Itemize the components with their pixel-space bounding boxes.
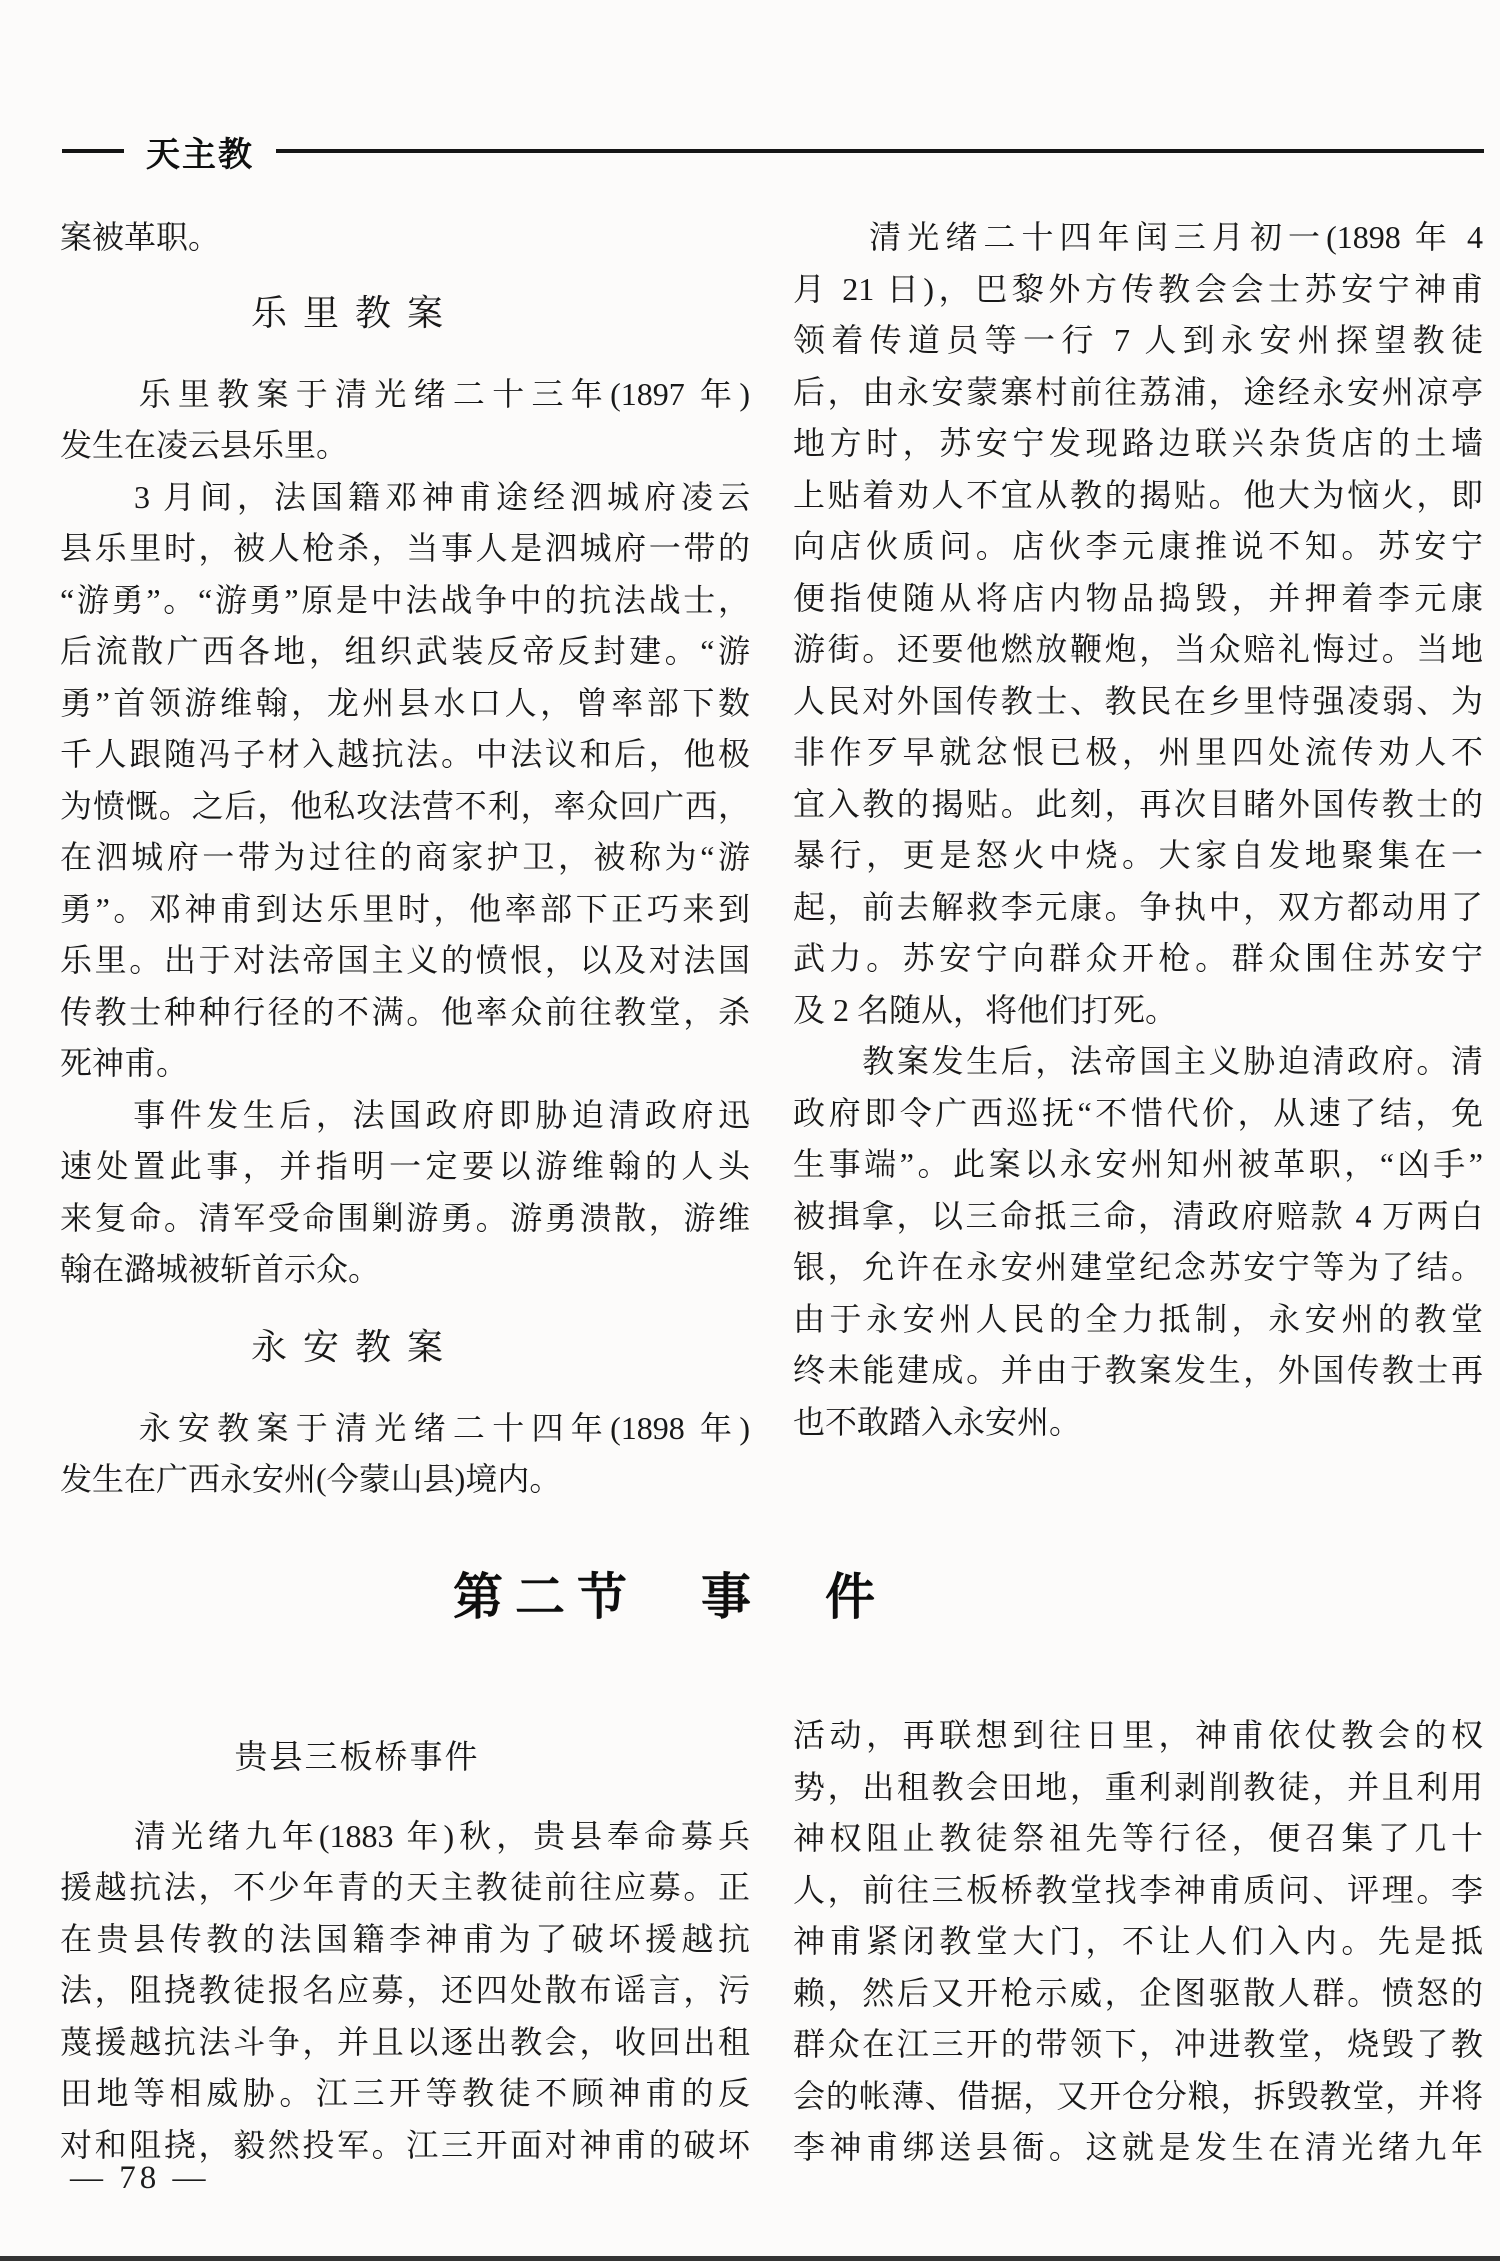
- text-line: 清光绪二十四年闰三月初一(1898 年 4: [793, 219, 1483, 255]
- text-line: 后，由永安蒙寨村前往荔浦，途经永安州凉亭: [793, 373, 1483, 410]
- text-line: 上贴着劝人不宜从教的揭贴。他大为恼火，即: [793, 476, 1483, 513]
- text-line: 县乐里时，被人枪杀，当事人是泗城府一带的: [60, 530, 750, 566]
- text-line: 在泗城府一带为过往的商家护卫，被称为“游: [60, 839, 750, 875]
- text-line: 乐里。出于对法帝国主义的愤恨，以及对法国: [60, 942, 750, 978]
- text-line: 会的帐薄、借据，又开仓分粮，拆毁教堂，并将: [793, 2077, 1483, 2114]
- text-line: 死神甫。: [60, 1045, 189, 1081]
- section-heading: 第二节 事 件: [453, 1569, 887, 1625]
- text-line: 案被革职。: [60, 219, 221, 255]
- text-line: 便指使随从将店内物品捣毁，并押着李元康: [793, 579, 1483, 616]
- scan-bottom-edge: [0, 2256, 1500, 2261]
- text-line: 勇”。邓神甫到达乐里时，他率部下正巧来到: [60, 890, 750, 927]
- text-line: 速处置此事，并指明一定要以游维翰的人头: [60, 1148, 750, 1184]
- text-line: 清光绪九年(1883 年)秋，贵县奉命募兵: [60, 1817, 750, 1854]
- header-rule: [276, 149, 1484, 153]
- text-line: 教案发生后，法帝国主义胁迫清政府。清: [793, 1043, 1483, 1079]
- text-line: 非作歹早就忿恨已极，州里四处流传劝人不: [793, 734, 1483, 770]
- text-line: 人民对外国传教士、教民在乡里恃强凌弱、为: [793, 682, 1483, 719]
- text-line: 法，阻挠教徒报名应募，还四处散布谣言，污: [60, 1972, 750, 2008]
- text-line: 由于永安州人民的全力抵制，永安州的教堂: [793, 1300, 1483, 1337]
- text-line: 发生在凌云县乐里。: [60, 427, 349, 463]
- bottom-right-column: [793, 1710, 1483, 2174]
- text-line: 暴行，更是怒火中烧。大家自发地聚集在一: [793, 837, 1483, 873]
- text-line: 政府即令广西巡抚“不惜代价，从速了结，免: [793, 1094, 1483, 1131]
- top-right-column: [793, 212, 1483, 1448]
- text-line: 事件发生后，法国政府即胁迫清政府迅: [60, 1096, 750, 1133]
- top-left-column: [60, 212, 750, 1506]
- bottom-left-column: [60, 1733, 750, 2171]
- text-line: 银，允许在永安州建堂纪念苏安宁等为了结。: [793, 1249, 1483, 1285]
- text-line: 神甫紧闭教堂大门，不让人们入内。先是抵: [793, 1923, 1483, 1959]
- heading-line: 永安教案: [250, 1326, 459, 1367]
- text-line: 发生在广西永安州(今蒙山县)境内。: [60, 1461, 562, 1497]
- text-line: 及 2 名随从，将他们打死。: [793, 991, 1178, 1028]
- text-line: 对和阻挠，毅然投军。江三开面对神甫的破坏: [60, 2126, 750, 2163]
- page-header: [62, 131, 1484, 174]
- text-line: 领着传道员等一行 7 人到永安州探望教徒: [793, 322, 1483, 358]
- text-line: 起，前去解救李元康。争执中，双方都动用了: [793, 888, 1483, 925]
- text-line: 来复命。清军受命围剿游勇。游勇溃散，游维: [60, 1199, 750, 1236]
- text-line: 势，出租教会田地，重利剥削教徒，并且利用: [793, 1768, 1483, 1805]
- text-line: 永安教案于清光绪二十四年(1898 年): [60, 1409, 750, 1446]
- text-line: 后流散广西各地，组织武装反帝反封建。“游: [60, 633, 750, 669]
- text-line: 为愤慨。之后，他私攻法营不利，率众回广西，: [60, 787, 750, 824]
- text-line: 传教士种种行径的不满。他率众前往教堂，杀: [60, 993, 750, 1030]
- text-line: 翰在潞城被斩首示众。: [60, 1251, 381, 1287]
- text-line: 乐里教案于清光绪二十三年(1897 年): [60, 375, 750, 412]
- heading-line: 贵县三板桥事件: [234, 1740, 480, 1776]
- text-line: 千人跟随冯子材入越抗法。中法议和后，他极: [60, 736, 750, 772]
- text-line: 人，前往三板桥教堂找李神甫质问、评理。李: [793, 1871, 1483, 1908]
- text-line: 地方时，苏安宁发现路边联兴杂货店的土墙: [793, 425, 1483, 461]
- page-number: — 78 —: [70, 2160, 210, 2196]
- text-line: 也不敢踏入永安州。: [793, 1403, 1082, 1440]
- text-line: 神权阻止教徒祭祖先等行径，便召集了几十: [793, 1820, 1483, 1856]
- text-line: 宜入教的揭贴。此刻，再次目睹外国传教士的: [793, 785, 1483, 822]
- text-line: 群众在江三开的带领下，冲进教堂，烧毁了教: [793, 2026, 1483, 2062]
- text-line: 游街。还要他燃放鞭炮，当众赔礼悔过。当地: [793, 631, 1483, 667]
- text-line: 3 月间，法国籍邓神甫途经泗城府凌云: [60, 478, 750, 515]
- text-line: “游勇”。“游勇”原是中法战争中的抗法战士，: [60, 581, 750, 618]
- running-head-title: 天主教: [146, 135, 254, 174]
- header-dash: [62, 149, 124, 153]
- text-line: 李神甫绑送县衙。这就是发生在清光绪九年: [793, 2129, 1483, 2165]
- text-line: 援越抗法，不少年青的天主教徒前往应募。正: [60, 1869, 750, 1905]
- text-line: 向店伙质问。店伙李元康推说不知。苏安宁: [793, 528, 1483, 564]
- text-line: 武力。苏安宁向群众开枪。群众围住苏安宁: [793, 940, 1483, 976]
- text-line: 生事端”。此案以永安州知州被革职，“凶手”: [793, 1146, 1483, 1182]
- text-line: 在贵县传教的法国籍李神甫为了破坏援越抗: [60, 1920, 750, 1957]
- text-line: 勇”首领游维翰，龙州县水口人，曾率部下数: [60, 684, 750, 721]
- text-line: 蔑援越抗法斗争，并且以逐出教会，收回出租: [60, 2023, 750, 2060]
- text-line: 被揖拿，以三命抵三命，清政府赔款 4 万两白: [793, 1197, 1483, 1234]
- text-line: 终未能建成。并由于教案发生，外国传教士再: [793, 1352, 1483, 1388]
- heading-line: 乐里教案: [250, 292, 459, 333]
- text-line: 月 21 日)，巴黎外方传教会会士苏安宁神甫: [793, 270, 1483, 307]
- text-line: 田地等相威胁。江三开等教徒不顾神甫的反: [60, 2075, 750, 2111]
- text-line: 赖，然后又开枪示威，企图驱散人群。愤怒的: [793, 1974, 1483, 2011]
- text-line: 活动，再联想到往日里，神甫依仗教会的权: [793, 1717, 1483, 1753]
